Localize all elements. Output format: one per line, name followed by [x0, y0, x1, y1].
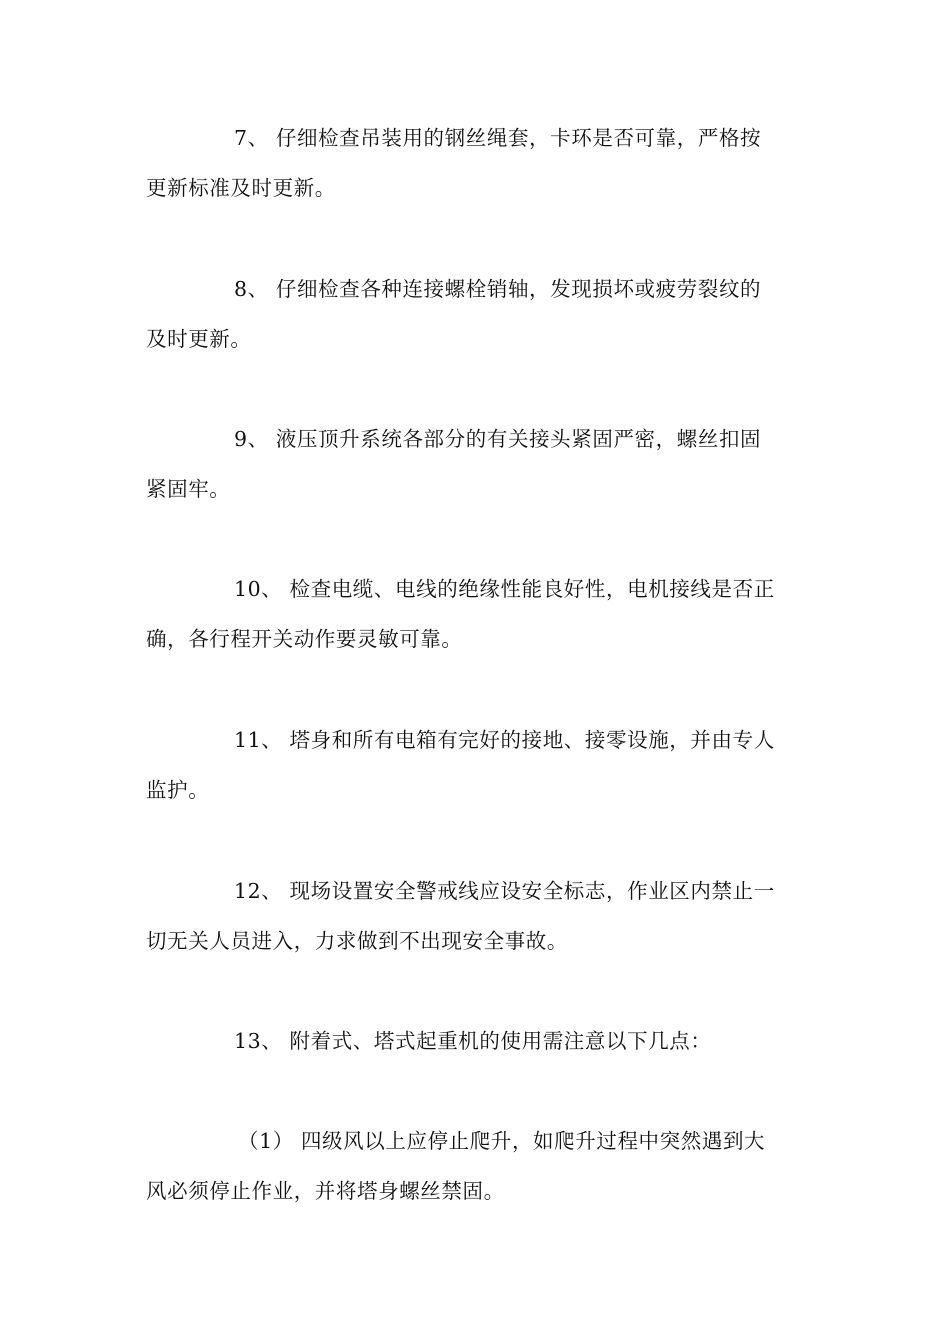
paragraph-subitem-1	[146, 1116, 806, 1216]
paragraph-line: 切无关人员进入，力求做到不出现安全事故。	[146, 929, 568, 953]
paragraph-line: （1） 四级风以上应停止爬升，如爬升过程中突然遇到大	[238, 1129, 766, 1153]
paragraph-line: 11、 塔身和所有电箱有完好的接地、接零设施，并由专人	[234, 728, 775, 752]
paragraph-item-9	[146, 414, 806, 514]
paragraph-line: 13、 附着式、塔式起重机的使用需注意以下几点：	[234, 1029, 712, 1053]
paragraph-item-8	[146, 264, 806, 364]
paragraph-item-12	[146, 866, 806, 966]
paragraph-line: 紧固牢。	[146, 477, 231, 501]
paragraph-line: 7、 仔细检查吊装用的钢丝绳套，卡环是否可靠，严格按	[234, 126, 762, 150]
paragraph-item-11	[146, 715, 806, 815]
paragraph-item-10	[146, 564, 806, 664]
paragraph-line: 10、 检查电缆、电线的绝缘性能良好性，电机接线是否正	[234, 577, 775, 601]
paragraph-line: 8、 仔细检查各种连接螺栓销轴，发现损坏或疲劳裂纹的	[234, 277, 762, 301]
paragraph-line: 风必须停止作业，并将塔身螺丝禁固。	[146, 1179, 505, 1203]
paragraph-item-13	[146, 1016, 806, 1066]
paragraph-line: 12、 现场设置安全警戒线应设安全标志，作业区内禁止一	[234, 879, 775, 903]
paragraph-line: 确，各行程开关动作要灵敏可靠。	[146, 627, 463, 651]
paragraph-line: 9、 液压顶升系统各部分的有关接头紧固严密，螺丝扣固	[234, 427, 762, 451]
paragraph-line: 及时更新。	[146, 327, 252, 351]
paragraph-item-7	[146, 113, 806, 213]
paragraph-line: 更新标准及时更新。	[146, 176, 336, 200]
paragraph-line: 监护。	[146, 778, 210, 802]
